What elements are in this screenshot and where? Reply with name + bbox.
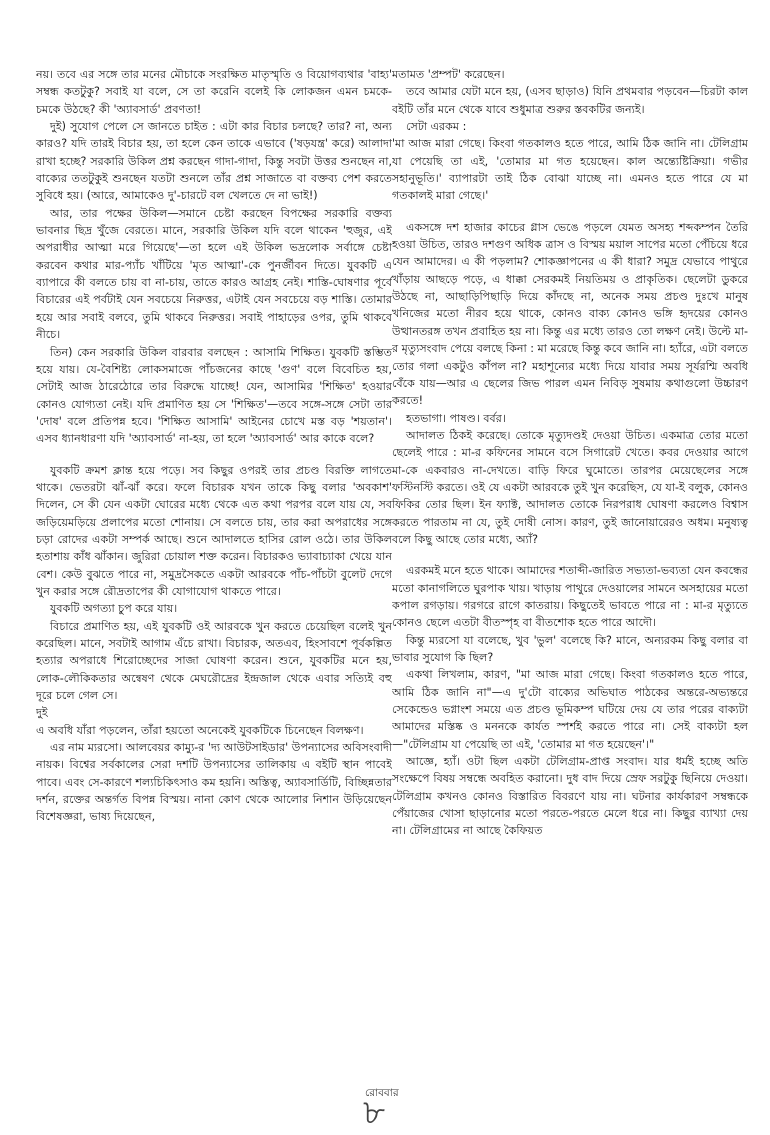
body-paragraph: যুবকটি ক্রমশ ক্লান্ত হয়ে পড়ে। সব কিছুর ওপরই তার প্রচণ্ড বিরক্তি লাগতে থাকে। ভেতরটা ঝাঁ-ঝাঁ করে। ফলে বিচারক যখন তাকে কিছু বলার 'অবকাশ' দিলেন, সে কী যেন একটা ঘোরের মধ্যে থেকে এত কথা পরপর বলে যায় যে, সব জড়িয়েমড়িয়ে প্রলাপের মতো শোনায়। সে বলতে চায়, তার করা অপরাধের সঙ্গে চড়া রোদের একটা সম্পর্ক আছে। শুনে আদালতে হাসির রোল ওঠে। তার উকিল হতাশায় কাঁধ ঝাঁকান। জুরিরা চোয়াল শক্ত করেন। বিচারকও ভ্যাবাচ্যাকা খেয়ে যান বেশ। কেউ বুঝতে পারে না, সমুদ্রসৈকতে একটা আরবকে পাঁচ-পাঁচটা বুলেট দেগে খুন করার সঙ্গে রৌদ্রতাপের কী যোগাযোগ থাকতে পারে।: [36, 463, 392, 598]
body-paragraph: তবে আমার যেটা মনে হয়, (এসব ছাড়াও) যিনি প্রথমবার পড়বেন—চিরটা কাল বইটি তাঁর মনে থেকে যাবে শুধুমাত্র শুরুর স্তবকটির জন্যই।: [392, 85, 748, 116]
magazine-name: রোববার: [365, 1087, 399, 1099]
body-paragraph: দুই) সুযোগ পেলে সে জানতে চাইত : এটা কার বিচার চলছে? তার? না, অন্য কারও? যদি তারই বিচার হয়, তা হলে কেন তাকে এভাবে ('ষড়যন্ত্র' করে) আলাদা রাখা হচ্ছে? সরকারি উকিল প্রশ্ন করছেন গাদা-গাদা, কিন্তু সবটা উত্তর শুনছেন না, বাক্যের ততটুকুই শুনছেন যতটা শুনলে তাঁর প্রশ্ন সাজাতে বা বক্তব্য পেশ করতে সুবিধে হয়। (আরে, আমাকেও দু'-চারটে বল খেলতে দে না ভাই!): [36, 120, 392, 203]
body-paragraph: সেটা এরকম :: [406, 120, 467, 134]
right-column: [392, 66, 748, 1086]
quoted-passage: 'মা আজ মারা গেছে। কিংবা গতকালও হতে পারে, আমি ঠিক জানি না। টেলিগ্রাম যা পেয়েছি তা এই, 'তোমার মা গত হয়েছেন। কাল অন্ত্যেষ্টিক্রিয়া। গভীর সহানুভূতি।' ব্যাপারটা তাই ঠিক বোঝা যাচ্ছে না। এমনও হতে পারে যে মা গতকালই মারা গেছে।': [392, 137, 748, 203]
left-column: [36, 66, 392, 1086]
body-paragraph: এর নাম ম্যরসো। আলবেয়র কাম্যু-র 'দ্য আউটসাইডার' উপন্যাসের অবিসংবাদী নায়ক। বিশ্বের সর্বকালের সেরা দশটি উপন্যাসের তালিকায় এ বইটি স্থান পাবেই পাবে। এবং সে-কারণে শল্যচিকিৎসাও কম হয়নি। অস্তিত্ব, অ্যাবসার্ডিটি, বিচ্ছিন্নতার দর্শন, রক্তের অন্তর্গত বিপন্ন বিস্ময়। নানা কোণ থেকে আলোর নিশান উড়িয়েছেন বিশেষজ্ঞরা, ভাষ্য দিয়েছেন,: [36, 741, 392, 824]
body-paragraph: একসঙ্গে দশ হাজার কাচের গ্লাস ভেঙে পড়লে যেমত অসহ্য শব্দকম্পন তৈরি হওয়া উচিত, তারও দশগুণ অধিক ত্রাস ও বিস্ময় ময়াল সাপের মতো পেঁচিয়ে ধরে যেন আমাদের। এ কী পড়লাম? শোকজ্ঞাপনের এ কী ধারা? সমুদ্র যেভাবে পাথুরে খাঁড়ায় আছড়ে পড়ে, এ ধাক্কা সেরকমই নিয়তিময় ও প্রাকৃতিক। ছেলেটা ডুকরে উঠছে না, আছাড়িপিছাড়ি দিয়ে কাঁদছে না, অনেক সময় প্রচণ্ড দুঃখে মানুষ খনিজের মতো নীরব হয়ে থাকে, কোনও বাক্য কোনও ভঙ্গি হৃদয়ের কোনও উত্থানতরঙ্গ তখন প্রবাহিত হয় না। কিন্তু এর মধ্যে তারও তো লক্ষণ নেই। উল্টে মা-র মৃত্যুসংবাদ পেয়ে বলছে কিনা : মা মরেছে কিন্তু কবে জানি না। হ্যাঁরে, এটা বলতে তোর গলা একটুও কাঁপল না? মহাশূন্যের মধ্যে দিয়ে যাবার সময় সূর্যরশ্মি অবধি বেঁকে যায়—আর এ ছেলের জিভ পারল এমন নিবিড় সুষমায় কথাগুলো উচ্চারণ করতে!: [392, 220, 748, 408]
body-paragraph: একথা লিখলাম, কারণ, "মা আজ মারা গেছে। কিংবা গতকালও হতে পারে, আমি ঠিক জানি না"—এ দু'টো বাক্যের অভিঘাত পাঠকের অন্তরে-অভ্যন্তরে সেকেন্ডেও ভগ্নাংশ সময়ে এত প্রচণ্ড ভূমিকম্প ঘটিয়ে দেয় যে তার পরের বাক্যটা আমাদের মস্তিষ্ক ও মননকে কার্যত স্পর্শই করতে পারে না। সেই বাক্যটা হল—"টেলিগ্রাম যা পেয়েছি তা এই, 'তোমার মা গত হয়েছেন'।": [392, 668, 748, 751]
body-paragraph: এরকমই মনে হতে থাকে। আমাদের শতাব্দী-জারিত সভ্যতা-ভব্যতা যেন কবন্ধের মতো কানাগলিতে ঘুরপাক খায়। খাড়ায় পাথুরে দেওয়ালের সামনে অসহায়ের মতো কপাল রগড়ায়। গরগরে রাগে কাতরায়। কিছুতেই ভাবতে পারে না : মা-র মৃত্যুতে কোনও ছেলে এতটা বীতস্পৃহ বা বীতশোক হতে পারে আদৌ।: [392, 564, 748, 630]
body-paragraph: আজ্ঞে, হ্যাঁ। ওটা ছিল একটা টেলিগ্রাম-প্রাপ্ত সংবাদ। যার ধর্মই হচ্ছে অতি সংক্ষেপে বিষয় সম্বন্ধে অবহিত করানো। দুধ বাদ দিয়ে স্রেফ সরটুকু ছিনিয়ে দেওয়া। টেলিগ্রাম কখনও কোনও বিস্তারিত বিবরণে যায় না। ঘটনার কার্যকারণ সম্বন্ধকে পেঁয়াজের খোসা ছাড়ানোর মতো পরতে-পরতে মেলে ধরে না। কিছুর ব্যাখ্যা দেয় না। টেলিগ্রামের না আছে কৈফিয়ত: [392, 755, 748, 838]
page-number: ৮: [363, 1093, 386, 1133]
body-paragraph: যুবকটি অগত্যা চুপ করে যায়।: [50, 602, 178, 616]
body-paragraph: হতভাগা। পাষণ্ড। বর্বর।: [406, 411, 506, 425]
page-footer: [0, 1086, 770, 1135]
body-paragraph: কিন্তু ম্যরসো যা বলেছে, খুব 'ভুল' বলেছে কি? মানে, অন্যরকম কিছু বলার বা ভাবার সুযোগ কি ছিল?: [392, 633, 748, 664]
body-paragraph: আর, তার পক্ষের উকিল—সমানে চেষ্টা করছেন বিপক্ষের সরকারি বক্তব্য ভাবনার ছিদ্র খুঁজে বেরতে। মানে, সরকারি উকিল যদি বলে থাকেন 'হুজুর, এই অপরাধীর আত্মা মরে গিয়েছে'—তা হলে এই উকিল ভদ্রলোক সর্বাঙ্গে চেষ্টা করবেন কথার মার-প্যাঁচ খাঁটিয়ে 'মৃত আত্মা'-কে পুনর্জীবন দিতে। যুবকটি এ ব্যাপারে কী বলতে চায় বা না-চায়, তাতে কারও আগ্রহ নেই। শাস্তি-ঘোষণার পূর্বে বিচারের এই পর্বটাই যেন সবচেয়ে নিরুত্তর, এটাই যেন সবচেয়ে বড় শাস্তি। তোমার হয়ে আর সবাই বলবে, তুমি থাকবে নিরুত্তর। সবাই পাহাড়ের ওপর, তুমি থাকবে নীচে।: [36, 206, 392, 342]
body-paragraph: আদালত ঠিকই করেছে। তোকে মৃত্যুদণ্ডই দেওয়া উচিত। একমাত্র তোর মতো ছেলেই পারে : মা-র কফিনের সামনে বসে সিগারেট খেতে। কবর দেওয়ার আগে মা-কে একবারও না-দেখতে। বাড়ি ফিরে ঘুমোতে। তারপর মেয়েছেলের সঙ্গে ফস্টিনস্টি করতে। ওই যে একটা আরবকে তুই খুন করেছিস, যে যা-ই বলুক, কোনও ফিকির তোর ছিল। ইন ফ্যাক্ট, আদালত তোকে নিরপরাধ ঘোষণা করলেও বিশ্বাস করতে পারতাম না যে, তুই দোষী নোস। কারণ, তুই জানোয়ারেরও অধম। মনুষ্যত্ব বলে কিছু আছে তোর মধ্যে, অ্যাঁ?: [392, 428, 748, 546]
body-paragraph: নয়। তবে এর সঙ্গে তার মনের মৌচাকে সংরক্ষিত মাতৃস্মৃতি ও বিয়োগব্যথার 'বাহ্য' সম্বন্ধ কতটুকু? সবাই যা বলে, সে তা করেনি বলেই কি লোকজন এমন চমকে-চমকে উঠছে? কী 'অ্যাবসার্ড' প্রবণতা!: [36, 68, 392, 116]
section-heading: দুই: [36, 706, 48, 720]
body-paragraph: এ অবধি যাঁরা পড়লেন, তাঁরা হয়তো অনেকেই যুবকটিকে চিনেছেন বিলক্ষণ।: [36, 723, 364, 737]
body-paragraph: মতামত 'প্রম্পট' করেছেন।: [392, 68, 505, 81]
body-paragraph: তিন) কেন সরকারি উকিল বারবার বলছেন : আসামি শিক্ষিত। যুবকটি স্তম্ভিত হয়ে যায়। যে-বৈশিষ্ট্য লোকসমাজে পাঁচজনের কাছে 'গুণ' বলে বিবেচিত হয়, সেটাই আজ ঠারেঠোরে তার বিরুদ্ধে যাচ্ছে! যেন, আসামির 'শিক্ষিত' হওয়ার কোনও যোগ্যতা নেই। যদি প্রমাণিত হয় সে 'শিক্ষিত'—তবে সঙ্গে-সঙ্গে সেটা তার 'দোষ' বলে প্রতিপন্ন হবে। 'শিক্ষিত আসামি' আইনের চোখে মস্ত বড় 'শয়তান'। এসব ধ্যানধারণা যদি 'অ্যাবসার্ড' না-হয়, তা হলে 'অ্যাবসার্ড' আর কাকে বলে?: [36, 345, 392, 446]
body-paragraph: বিচারে প্রমাণিত হয়, এই যুবকটি ওই আরবকে খুন করতে চেয়েছিল বলেই খুন করেছিল। মানে, সবটাই আগাম এঁচে রাখা। বিচারক, অতএব, হিংসাবশে পূর্বকল্পিত হত্যার অপরাধে শিরোচ্ছেদের সাজা ঘোষণা করেন। শুনে, যুবকটির মনে হয়, লোক-লৌকিকতার অন্বেষণ থেকে মেঘরৌদ্রের ইন্দ্রজাল থেকে এবার সত্যিই বহু দূরে চলে গেল সে।: [36, 619, 392, 703]
